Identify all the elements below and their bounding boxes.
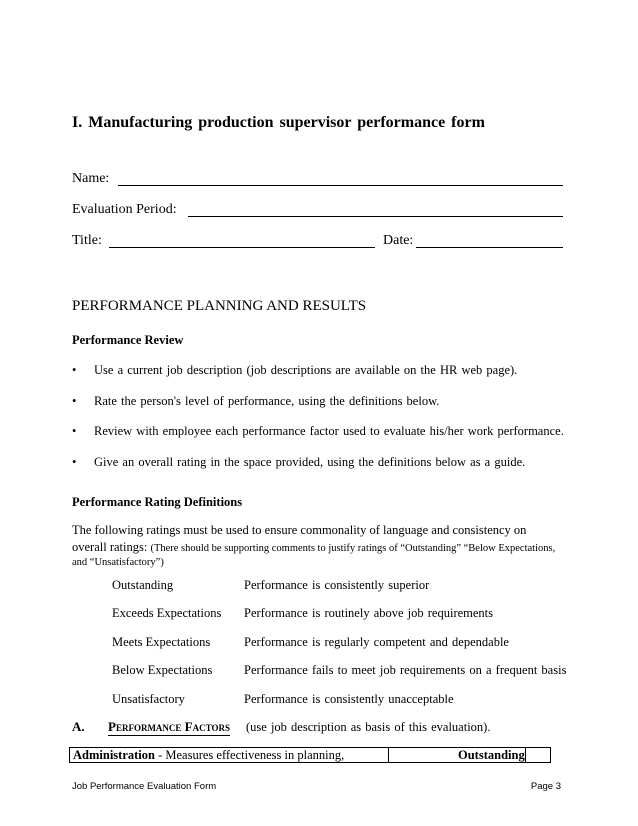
date-label: Date:	[383, 233, 414, 248]
table-row-label-rest: - Measures effectiveness in planning,	[158, 748, 345, 762]
rating-label-outstanding: Outstanding	[112, 578, 174, 592]
intro-line-2-note: (There should be supporting comments to justify ratings of “Outstanding” “Below Expectations,	[150, 543, 556, 554]
title-field-line[interactable]	[109, 247, 375, 248]
evaluation-period-label: Evaluation Period:	[72, 202, 177, 217]
name-label: Name:	[72, 171, 110, 186]
rating-label-unsatisfactory: Unsatisfactory	[112, 692, 185, 706]
list-item	[72, 394, 439, 409]
factors-letter: A.	[72, 719, 85, 734]
bullet-text: Rate the person's level of performance, using the definitions below.	[94, 394, 440, 408]
rating-desc-outstanding: Performance is consistently superior	[244, 578, 430, 592]
footer-page-number: Page 3	[530, 781, 561, 792]
factors-heading: Performance Factors	[108, 719, 230, 734]
name-field-line[interactable]	[118, 185, 563, 186]
bullet-text: Review with employee each performance factor used to evaluate his/her work performance.	[94, 424, 564, 438]
intro-line-2	[72, 540, 555, 555]
rating-label-meets: Meets Expectations	[112, 635, 211, 649]
rating-desc-exceeds: Performance is routinely above job requirements	[244, 606, 494, 620]
table-rating-header: Outstanding	[458, 748, 525, 762]
rating-desc-meets: Performance is regularly competent and dependable	[244, 635, 509, 649]
intro-line-3: and “Unsatisfactory”)	[72, 557, 164, 568]
evaluation-period-field-line[interactable]	[188, 216, 563, 217]
performance-review-heading: Performance Review	[72, 333, 184, 347]
bullet-text: Give an overall rating in the space provided, using the definitions below as a guide.	[94, 455, 526, 469]
list-item	[72, 455, 525, 470]
bullet-icon: •	[72, 363, 77, 377]
bullet-text: Use a current job description (job descriptions are available on the HR web page).	[94, 363, 518, 377]
rating-definitions-heading: Performance Rating Definitions	[72, 495, 243, 509]
list-item	[72, 424, 564, 439]
rating-label-exceeds: Exceeds Expectations	[112, 606, 222, 620]
list-item	[72, 363, 517, 378]
rating-desc-unsatisfactory: Performance is consistently unacceptable	[244, 692, 454, 706]
section-heading: PERFORMANCE PLANNING AND RESULTS	[72, 298, 367, 314]
rating-checkbox-cell[interactable]	[526, 748, 550, 762]
title-label: Title:	[72, 233, 102, 248]
factors-note: (use job description as basis of this evaluation).	[246, 720, 491, 734]
bullet-icon: •	[72, 394, 77, 408]
bullet-icon: •	[72, 455, 77, 469]
date-field-line[interactable]	[416, 247, 563, 248]
bullet-icon: •	[72, 424, 77, 438]
intro-line-2-main: overall ratings:	[72, 540, 148, 554]
page-title: I. Manufacturing production supervisor performance form	[72, 114, 485, 131]
footer-left: Job Performance Evaluation Form	[72, 781, 217, 792]
rating-desc-below: Performance fails to meet job requirements on a frequent basis	[244, 663, 567, 677]
table-row-label-bold: Administration	[73, 748, 155, 762]
rating-label-below: Below Expectations	[112, 663, 213, 677]
cell-divider	[388, 748, 389, 762]
intro-line-1: The following ratings must be used to ensure commonality of language and consistency on	[72, 523, 527, 537]
table-row-label	[73, 748, 344, 763]
